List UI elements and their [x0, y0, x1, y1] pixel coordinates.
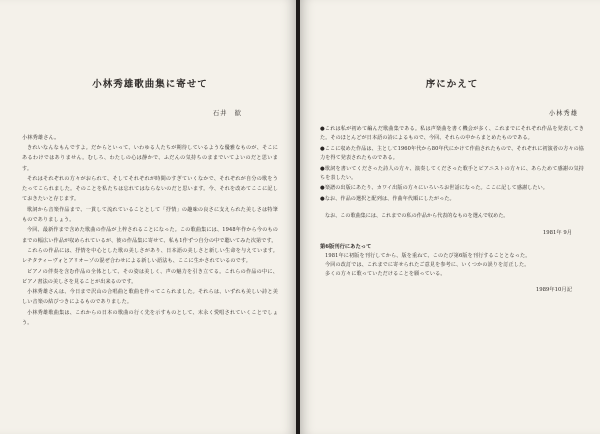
bullet-mark: ● — [320, 145, 325, 152]
preface-bullet — [320, 195, 584, 204]
right-page-title: 序にかえて — [425, 79, 479, 90]
left-paragraph: それはそれぞれの方々がおられて、そしてそれぞれが時間のすぎていくなかで、それぞれが自分の歌をうたってこられました。そのことを私たちは忘れてはならないのだと思います。今、それを改めてここに記しておきたいと存じます。 — [22, 175, 278, 203]
bullet-mark: ● — [320, 185, 325, 192]
section-heading: 第6版刊行にあたって — [320, 243, 372, 250]
left-page — [0, 0, 296, 434]
salutation: 小林秀雄さん。 — [22, 135, 60, 141]
left-page-author: 石井 歓 — [212, 110, 242, 117]
bullet-mark: ● — [320, 195, 325, 202]
bullet-mark: ● — [320, 165, 325, 172]
left-paragraph: 歌詞から音楽作品まで、一貫して流れていることとして「抒情」の趣味の良さに支えられた美しさは特筆ものでありましょう。 — [22, 206, 278, 224]
left-paragraph: 小林秀雄歌曲集は、これからの日本の歌曲の行く先を示すものとして、末永く愛唱されていくことでしょう。 — [22, 309, 278, 327]
bullet-mark: ● — [320, 126, 325, 132]
preface-bullet — [320, 125, 584, 144]
section-paragraph: 多くの方々に歌っていただけることを願っている。 — [325, 271, 446, 278]
section-date: 1989年10月記 — [535, 287, 572, 294]
section-paragraph: 1981年に初版を刊行してから、版を重ねて、このたび第6版を刊行することとなった。 — [325, 252, 531, 259]
section-paragraph: 今回の改訂では、これまでに寄せられたご意見を参考に、いくつかの誤りを訂正した。 — [325, 261, 530, 268]
left-paragraph: 今回、最新作まで含めた歌曲の作品が上梓されることになった。この歌曲集には、1948年作から今のものまでの幅広い作品が収められているが、彼の作品集に寄せて、私も1作ずつ自分の中で聴いてみた次第です。 — [22, 227, 278, 244]
left-paragraph: 小林秀雄さんは、今日まで沢山の合唱曲と歌曲を作ってこられました。それらは、いずれも美しい詩と美しい音楽の結びつきによるものでありました。 — [22, 289, 278, 306]
bullet-text: なお、作品の選択と配列は、作曲年代順にしたがった。 — [324, 195, 455, 202]
preface-note: なお、この歌曲集には、これまでの私の作品から代表的なものを選んで収めた。 — [325, 213, 509, 220]
bullet-text: これは私が初めて編んだ歌曲集である。私は声楽曲を書く機会が多く、これまでにそれぞれ作品を発表してきた。そのほとんどが日本語の詩によるもので、今回、それらの中からまとめたものである。 — [320, 126, 584, 142]
left-page-title: 小林秀雄歌曲集に寄せて — [92, 79, 208, 90]
left-paragraph: ピアノの伴奏を含む作品の全体として、その姿は美しく、声の魅力を引き立てる。これらの作品の中に、ピアノ書法の美しさを見ることが出来るのです。 — [22, 268, 278, 285]
bullet-text: 楽譜の出版にあたり、カワイ出版の方々にいろいろお世話になった。ここに記して感謝したい。 — [324, 185, 548, 192]
preface-date: 1981年 9月 — [542, 229, 572, 236]
left-paragraph: きれいなんなもんですよ。だからといって、いわゆる人たちが期待しているような優雅なものが、そこにあるわけではありません。むしろ、わたしの心は静かで、ふだんの気持ちのままでいてよいのだと思います。 — [22, 145, 278, 172]
bullet-text: ここに収めた作品は、主として1960年代から80年代にかけて作曲されたもので、それぞれに初演者の方々の協力を得て発表されたものである。 — [320, 145, 584, 162]
right-page-author: 小林秀雄 — [548, 110, 578, 117]
right-page — [300, 0, 600, 434]
preface-bullet — [320, 184, 584, 193]
preface-bullet — [320, 145, 584, 164]
bullet-text: 歌詞を書いてくださった詩人の方々、演奏してくださった歌手とピアニストの方々に、あらためて感謝の気持ちを表したい。 — [320, 165, 584, 182]
preface-bullet — [320, 165, 584, 184]
left-paragraph: これらの作品には、抒情を中心とした歌の美しさがあり、日本語の美しさと新しい生命を与えています。レチタティーヴォとアリオーゾの混ぜ合わせによる新しい語法も、ここに生かされているのです。 — [22, 247, 278, 265]
